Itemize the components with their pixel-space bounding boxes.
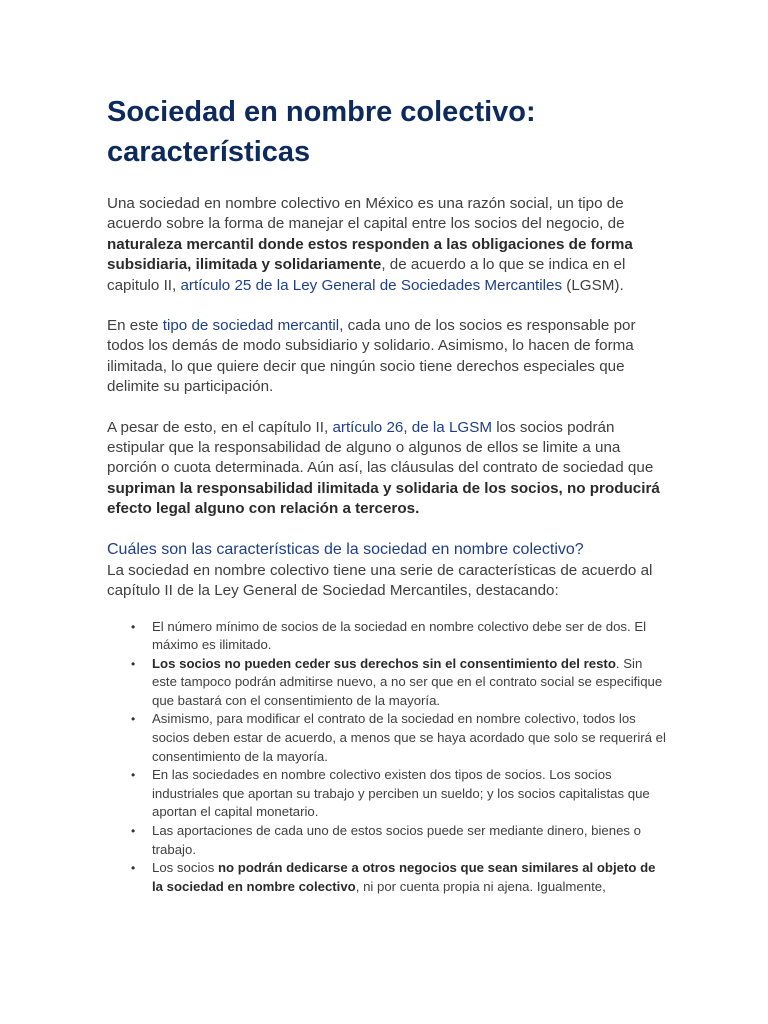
bullet-icon: • [131, 712, 136, 727]
list-item-bold: no podrán dedicarse a otros negocios que sean similares al objeto de la sociedad en nombre colectivo [152, 860, 656, 894]
list-item-text: Asimismo, para modificar el contrato de la sociedad en nombre colectivo, todos los socios deben estar de acuerdo, a menos que se haya acordado que solo se requerirá el consentimiento de la mayoría. [152, 711, 666, 764]
list-item-bold: Los socios no pueden ceder sus derechos sin el consentimiento del resto [152, 655, 616, 671]
bullet-icon: • [131, 768, 136, 783]
paragraph-intro-text-a: Una sociedad en nombre colectivo en México es una razón social, un tipo de acuerdo sobre la forma de manejar el capital entre los socios del negocio, de [107, 195, 625, 233]
paragraph-limitacion-text-b: los socios podrán estipular que la responsabilidad de alguno o algunos de ellos se limite a una porción o cuota determinada. Aún así, las cláusulas del contrato de sociedad que [107, 418, 654, 477]
paragraph-limitacion-text-a: A pesar de esto, en el capítulo II, [107, 418, 333, 436]
paragraph-responsabilidad [107, 316, 667, 398]
paragraph-responsabilidad-text-a: En este [107, 317, 163, 335]
paragraph-responsabilidad-text-b: , cada uno de los socios es responsable por todos los demás de modo subsidiario y solidario. Asimismo, lo hacen de forma ilimitada, lo que quiere decir que ningún socio tiene derechos especiales que delimite su participación. [107, 317, 636, 396]
paragraph-intro [107, 194, 667, 296]
paragraph-caracteristicas-intro: La sociedad en nombre colectivo tiene una serie de características de acuerdo al capítulo II de la Ley General de Sociedad Mercantiles, destacando: [107, 561, 653, 600]
bullet-icon: • [131, 861, 136, 876]
paragraph-intro-bold: naturaleza mercantil donde estos responden a las obligaciones de forma subsidiaria, ilimitada y solidariamente [107, 235, 633, 274]
title-line-2: características [107, 136, 311, 168]
paragraph-limitacion [107, 418, 667, 520]
title-line-1: Sociedad en nombre colectivo: [107, 96, 536, 128]
list-item-text: En las sociedades en nombre colectivo existen dos tipos de socios. Los socios industriales que aportan su trabajo y perciben un sueldo; y los socios capitalistas que aportan el capital monetario. [152, 767, 650, 820]
link-tipo-sociedad-mercantil[interactable]: tipo de sociedad mercantil [162, 317, 340, 335]
link-articulo-25[interactable]: artículo 25 de la Ley General de Sociedades Mercantiles [180, 276, 563, 294]
bullet-icon: • [131, 824, 136, 839]
list-item [107, 655, 667, 711]
section-subheading: Cuáles son las características de la sociedad en nombre colectivo? [107, 540, 584, 558]
list-item [107, 822, 667, 859]
list-item [107, 766, 667, 822]
list-item-text: , ni por cuenta propia ni ajena. Igualmente, [355, 878, 606, 894]
list-item [107, 618, 667, 655]
paragraph-intro-text-c: , de acuerdo a lo que se indica en el capitulo II, [107, 256, 626, 294]
bullet-icon: • [131, 619, 136, 634]
list-item [107, 859, 667, 896]
list-item-text: . Sin este tampoco podrán admitirse nuevo, a no ser que en el contrato social se especifique que bastará con el consentimiento de la mayoría. [152, 655, 663, 708]
list-item [107, 710, 667, 766]
document-page [107, 92, 667, 896]
list-item-text: Los socios [152, 860, 218, 876]
list-item-text: Las aportaciones de cada uno de estos socios puede ser mediante dinero, bienes o trabajo. [152, 823, 641, 857]
page-title [107, 92, 667, 172]
paragraph-intro-text-d: (LGSM). [562, 276, 624, 294]
link-articulo-26[interactable]: artículo 26, de la LGSM [332, 418, 492, 436]
paragraph-limitacion-bold: supriman la responsabilidad ilimitada y solidaria de los socios, no producirá efecto legal alguno con relación a terceros. [107, 479, 660, 518]
list-item-text: El número mínimo de socios de la sociedad en nombre colectivo debe ser de dos. El máximo es ilimitado. [152, 618, 647, 653]
characteristics-list [107, 618, 667, 897]
bullet-icon: • [131, 656, 136, 671]
